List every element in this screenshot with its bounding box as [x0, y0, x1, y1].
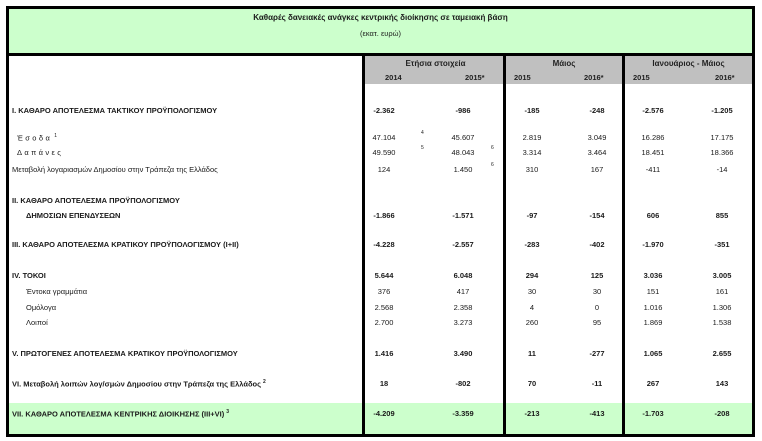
value-cell: 5.644 — [374, 271, 394, 280]
value-cell: 606 — [646, 211, 660, 220]
header-annual — [365, 56, 506, 84]
table-row — [9, 162, 752, 179]
value-cell: 3.314 — [522, 148, 542, 157]
value-cell: -185 — [524, 106, 540, 115]
header-year: 2016* — [584, 73, 604, 82]
table-row — [9, 409, 752, 423]
value-cell: -986 — [455, 106, 471, 115]
value-cell: 18.366 — [710, 148, 734, 157]
value-cell: 95 — [592, 318, 602, 327]
row-label-text: Δαπάνες — [17, 148, 64, 157]
value-cell: -1.703 — [642, 409, 664, 418]
table-row — [9, 303, 752, 317]
value-cell: 1.538 — [712, 318, 732, 327]
row-label — [26, 303, 56, 312]
header-group-label: Ετήσια στοιχεία — [405, 59, 466, 68]
value-cell: -1.866 — [373, 211, 395, 220]
value-cell: 3.036 — [643, 271, 663, 280]
value-cell: 310 — [525, 165, 539, 174]
value-cell: -1.571 — [452, 211, 474, 220]
footnote-marker: 6 — [491, 162, 494, 168]
budget-table — [6, 6, 755, 437]
value-cell: 30 — [527, 287, 537, 296]
table-unit: (εκατ. ευρώ) — [359, 29, 402, 38]
header-group-label: Μάιος — [552, 59, 576, 68]
footnote-marker: 5 — [421, 145, 424, 151]
value-cell: 294 — [525, 271, 539, 280]
value-cell: -208 — [714, 409, 730, 418]
value-cell: 161 — [715, 287, 729, 296]
row-label-text: VII. ΚΑΘΑΡΟ ΑΠΟΤΕΛΕΣΜΑ ΚΕΝΤΡΙΚΗΣ ΔΙΟΙΚΗΣΗΣ (III+VI) — [12, 409, 225, 419]
value-cell: -351 — [714, 240, 730, 249]
value-cell: 30 — [592, 287, 602, 296]
value-cell: 49.590 — [372, 148, 396, 157]
value-cell: 267 — [646, 379, 660, 388]
table-title: Καθαρές δανειακές ανάγκες κεντρικής διοίκησης σε ταμειακή βάση — [253, 13, 508, 22]
value-cell: 6.048 — [453, 271, 473, 280]
value-cell: 417 — [456, 287, 470, 296]
table-row — [9, 349, 752, 363]
table-title-bar — [9, 9, 752, 56]
value-cell: -248 — [589, 106, 605, 115]
row-label-text: Ομόλογα — [26, 303, 57, 312]
value-cell: 143 — [715, 379, 729, 388]
value-cell: -14 — [716, 165, 728, 174]
value-cell: -2.557 — [452, 240, 474, 249]
value-cell: 167 — [590, 165, 604, 174]
row-label — [12, 409, 229, 419]
row-label — [12, 196, 180, 205]
row-label-text: V. ΠΡΩΤΟΓΕΝΕΣ ΑΠΟΤΕΛΕΣΜΑ ΚΡΑΤΙΚΟΥ ΠΡΟΫΠΟΛΟΓΙΣΜΟΥ — [12, 349, 238, 358]
table-row — [9, 211, 752, 225]
row-label-text: Λοιποί — [26, 318, 48, 327]
value-cell: 17.175 — [710, 133, 734, 142]
header-year: 2015 — [633, 73, 650, 82]
value-cell: 2.568 — [374, 303, 394, 312]
value-cell: 48.043 — [451, 148, 475, 157]
row-label-text: I. ΚΑΘΑΡΟ ΑΠΟΤΕΛΕΣΜΑ ΤΑΚΤΙΚΟΥ ΠΡΟΫΠΟΛΟΓΙΣΜΟΥ — [12, 106, 218, 115]
value-cell: -4.228 — [373, 240, 395, 249]
value-cell: 18 — [379, 379, 389, 388]
row-label — [12, 165, 218, 174]
value-cell: 2.819 — [522, 133, 542, 142]
row-label — [26, 287, 87, 296]
row-label — [12, 106, 217, 115]
row-label — [17, 133, 57, 143]
table-row — [9, 271, 752, 285]
header-group-label: Ιανουάριος - Μάιος — [652, 59, 725, 68]
value-cell: 1.016 — [643, 303, 663, 312]
value-cell: 151 — [646, 287, 660, 296]
value-cell: 16.286 — [641, 133, 665, 142]
value-cell: -277 — [589, 349, 605, 358]
value-cell: 45.607 — [451, 133, 475, 142]
header-year: 2015 — [514, 73, 531, 82]
value-cell: 1.065 — [643, 349, 663, 358]
value-cell: 855 — [715, 211, 729, 220]
value-cell: 1.450 — [453, 165, 473, 174]
header-year: 2014 — [385, 73, 402, 82]
footnote-marker: 6 — [491, 145, 494, 151]
row-label-text: ΔΗΜΟΣΙΩΝ ΕΠΕΝΔΥΣΕΩΝ — [26, 211, 121, 220]
value-cell: 124 — [377, 165, 391, 174]
header-year: 2015* — [465, 73, 485, 82]
value-cell: 3.273 — [453, 318, 473, 327]
value-cell: 0 — [594, 303, 600, 312]
table-row — [9, 145, 752, 162]
row-label-text: Έντοκα γραμμάτια — [26, 287, 88, 296]
value-cell: -97 — [526, 211, 538, 220]
value-cell: -4.209 — [373, 409, 395, 418]
value-cell: -11 — [591, 379, 603, 388]
header-year: 2016* — [715, 73, 735, 82]
table-row — [9, 196, 752, 210]
table-row — [9, 379, 752, 393]
value-cell: 3.049 — [587, 133, 607, 142]
value-cell: -3.359 — [452, 409, 474, 418]
row-label-text: II. ΚΑΘΑΡΟ ΑΠΟΤΕΛΕΣΜΑ ΠΡΟΫΠΟΛΟΓΙΣΜΟΥ — [12, 196, 180, 205]
value-cell: 3.464 — [587, 148, 607, 157]
row-label — [26, 318, 48, 327]
row-label-text: Έσοδα — [17, 133, 53, 143]
value-cell: -213 — [524, 409, 540, 418]
value-cell: -413 — [589, 409, 605, 418]
value-cell: 1.416 — [374, 349, 394, 358]
value-cell: 2.700 — [374, 318, 394, 327]
value-cell: -1.970 — [642, 240, 664, 249]
value-cell: -154 — [589, 211, 605, 220]
row-label-text: III. ΚΑΘΑΡΟ ΑΠΟΤΕΛΕΣΜΑ ΚΡΑΤΙΚΟΥ ΠΡΟΫΠΟΛΟΓΙΣΜΟΥ (I+II) — [12, 240, 239, 249]
row-label — [12, 271, 46, 280]
value-cell: -283 — [524, 240, 540, 249]
table-row — [9, 130, 752, 147]
value-cell: -1.205 — [711, 106, 733, 115]
value-cell: 3.490 — [453, 349, 473, 358]
footnote-marker: 2 — [263, 379, 266, 385]
footnote-marker: 3 — [226, 409, 230, 415]
value-cell: 376 — [377, 287, 391, 296]
value-cell: -2.362 — [373, 106, 395, 115]
value-cell: 2.655 — [712, 349, 732, 358]
row-label — [12, 240, 239, 249]
value-cell: 4 — [529, 303, 535, 312]
table-row — [9, 318, 752, 332]
row-label-text: VI. Μεταβολή λοιπών λογ/σμών Δημοσίου στην Τράπεζα της Ελλάδος — [12, 379, 261, 389]
value-cell: 1.869 — [643, 318, 663, 327]
table-row — [9, 240, 752, 254]
footnote-marker: 4 — [421, 130, 424, 136]
value-cell: 3.005 — [712, 271, 732, 280]
value-cell: 18.451 — [641, 148, 665, 157]
value-cell: -411 — [645, 165, 661, 174]
value-cell: -402 — [589, 240, 605, 249]
value-cell: 260 — [525, 318, 539, 327]
value-cell: 47.104 — [372, 133, 396, 142]
header-jan-may — [625, 56, 752, 84]
header-may — [506, 56, 622, 84]
table-row — [9, 287, 752, 301]
footnote-marker: 1 — [54, 133, 57, 139]
value-cell: -2.576 — [642, 106, 664, 115]
value-cell: 11 — [528, 349, 536, 358]
value-cell: 70 — [527, 379, 537, 388]
row-label — [17, 148, 63, 157]
row-label-text: Μεταβολή λογαριασμών Δημοσίου στην Τράπεζα της Ελλάδος — [12, 165, 218, 174]
value-cell: 2.358 — [453, 303, 473, 312]
row-label — [26, 211, 120, 220]
row-label — [12, 349, 238, 358]
table-row — [9, 106, 752, 120]
value-cell: 1.306 — [712, 303, 732, 312]
row-label — [12, 379, 266, 389]
value-cell: 125 — [590, 271, 604, 280]
value-cell: -802 — [455, 379, 471, 388]
row-label-text: IV. ΤΟΚΟΙ — [12, 271, 46, 280]
